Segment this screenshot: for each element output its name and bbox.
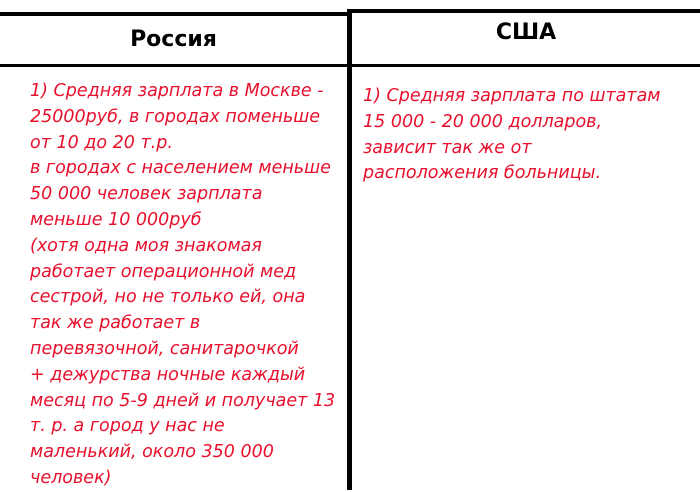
cell-russia-salary: 1) Средняя зарплата в Москве - 25000руб, в городах поменьше от 10 до 20 т.р. в городах с населением меньше 50 000 человек зарплата меньше 10 000руб (хотя одна моя знакомая работает операционной мед сестрой, но не только ей, она так же работает в перевязочной, санитарочкой + дежурства ночные каждый месяц по 5-9 дней и получает 13 т. р. а город у нас не маленький, около 350 000 человек) — [30, 81, 336, 488]
table-border-top-right — [347, 9, 700, 13]
table-header-divider — [0, 64, 700, 67]
column-header-usa: США — [495, 20, 557, 45]
column-header-russia: Россия — [130, 27, 217, 52]
cell-usa-salary: 1) Средняя зарплата по штатам 15 000 - 20 000 долларов, зависит так же от расположения больницы. — [363, 86, 661, 184]
table-column-divider — [347, 9, 352, 490]
table-border-top-left — [0, 12, 350, 16]
